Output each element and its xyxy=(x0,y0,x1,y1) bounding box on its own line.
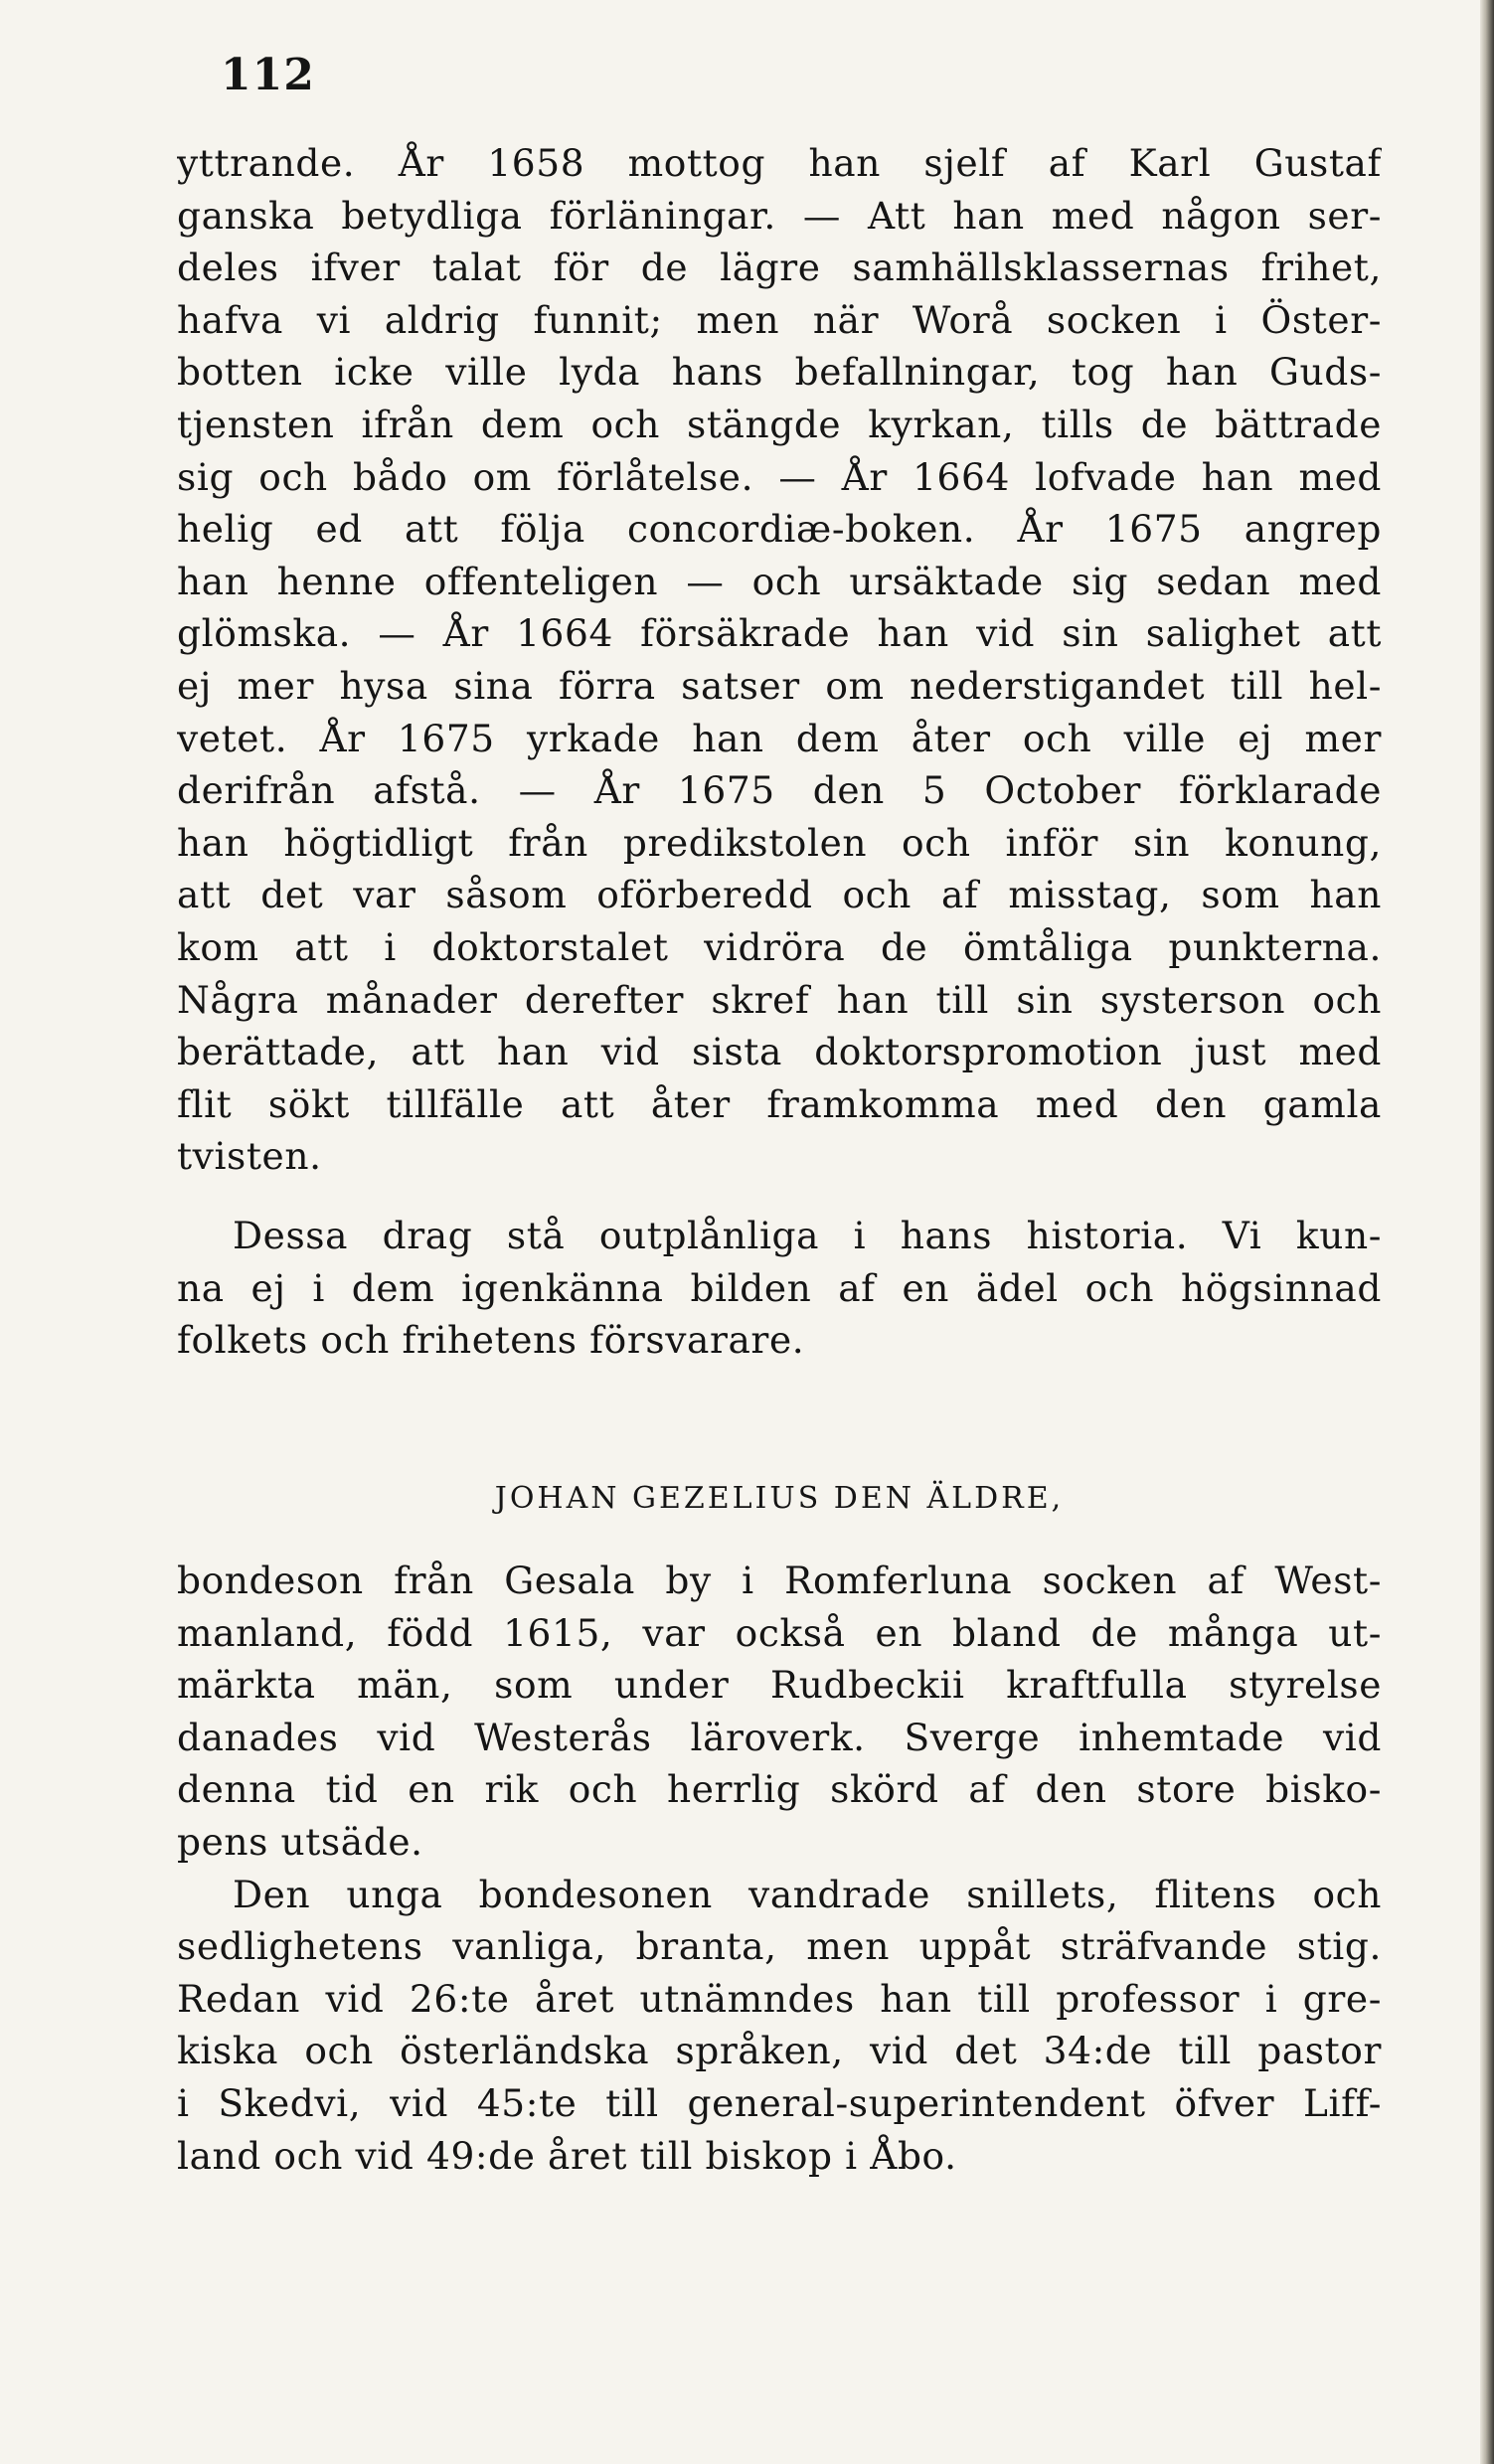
text-line: sig och bådo om förlåtelse. — År 1664 lofvade han med xyxy=(177,454,1382,499)
text-line: glömska. — År 1664 försäkrade han vid sin salighet att xyxy=(177,611,1382,656)
text-line: derifrån afstå. — År 1675 den 5 October förklarade xyxy=(177,768,1382,813)
paragraph-assessment xyxy=(177,1210,1382,1367)
text-line: flit sökt tillfälle att åter framkomma med den gamla xyxy=(177,1081,1382,1126)
page-number: 112 xyxy=(221,50,315,100)
text-line: ganska betydliga förläningar. — Att han med någon ser- xyxy=(177,193,1382,238)
text-line: pens utsäde. xyxy=(177,1819,423,1864)
text-line: hafva vi aldrig funnit; men när Worå socken i Öster- xyxy=(177,297,1382,342)
text-line: kiska och österländska språken, vid det 34:de till pastor xyxy=(177,2029,1382,2073)
text-line: bondeson från Gesala by i Romferluna socken af West- xyxy=(177,1559,1382,1602)
text-line: na ej i dem igenkänna bilden af en ädel och högsinnad xyxy=(177,1265,1382,1310)
paragraph-continued xyxy=(177,137,1382,1183)
text-line: yttrande. År 1658 mottog han sjelf af Karl Gustaf xyxy=(177,141,1382,185)
section-heading: JOHAN GEZELIUS DEN ÄLDRE, xyxy=(494,1481,1065,1516)
text-line: han högtidligt från predikstolen och inför sin konung, xyxy=(177,820,1382,865)
text-line: deles ifver talat för de lägre samhällsklassernas frihet, xyxy=(177,246,1382,290)
text-line: helig ed att följa concordiæ-boken. År 1675 angrep xyxy=(177,507,1382,552)
text-line: botten icke ville lyda hans befallningar, tog han Guds- xyxy=(177,350,1382,395)
text-line: Den unga bondesonen vandrade snillets, flitens och xyxy=(233,1872,1382,1916)
text-line: danades vid Westerås läroverk. Sverge inhemtade vid xyxy=(177,1715,1382,1759)
text-line: tvisten. xyxy=(177,1134,322,1179)
text-line: land och vid 49:de året till biskop i Åbo. xyxy=(177,2133,957,2178)
text-line: folkets och frihetens försvarare. xyxy=(177,1318,805,1363)
text-line: vetet. År 1675 yrkade han dem åter och ville ej mer xyxy=(177,716,1382,760)
text-line: ej mer hysa sina förra satser om nederstigandet till hel- xyxy=(177,663,1382,708)
text-line: Några månader derefter skref han till sin systerson och xyxy=(177,977,1382,1022)
text-line: Redan vid 26:te året utnämndes han till professor i gre- xyxy=(177,1976,1382,2021)
text-line: märkta män, som under Rudbeckii kraftfulla styrelse xyxy=(177,1663,1382,1708)
text-line: i Skedvi, vid 45:te till general-superintendent öfver Liff- xyxy=(177,2080,1382,2125)
text-line: att det var såsom oförberedd och af misstag, som han xyxy=(177,873,1382,917)
text-line: berättade, att han vid sista doktorspromotion just med xyxy=(177,1030,1382,1074)
text-line: tjensten ifrån dem och stängde kyrkan, tills de bättrade xyxy=(177,402,1382,446)
text-line: kom att i doktorstalet vidröra de ömtåliga punkterna. xyxy=(177,924,1382,969)
page-binding-edge xyxy=(1480,0,1494,2464)
paragraph-biography xyxy=(177,1555,1382,2182)
text-line: manland, född 1615, var också en bland de många ut- xyxy=(177,1610,1382,1655)
text-line: han henne offenteligen — och ursäktade sig sedan med xyxy=(177,559,1382,603)
text-line: Dessa drag stå outplånliga i hans historia. Vi kun- xyxy=(233,1214,1382,1257)
text-line: sedlighetens vanliga, branta, men uppåt sträfvande stig. xyxy=(177,1924,1382,1969)
text-line: denna tid en rik och herrlig skörd af den store bisko- xyxy=(177,1767,1382,1812)
